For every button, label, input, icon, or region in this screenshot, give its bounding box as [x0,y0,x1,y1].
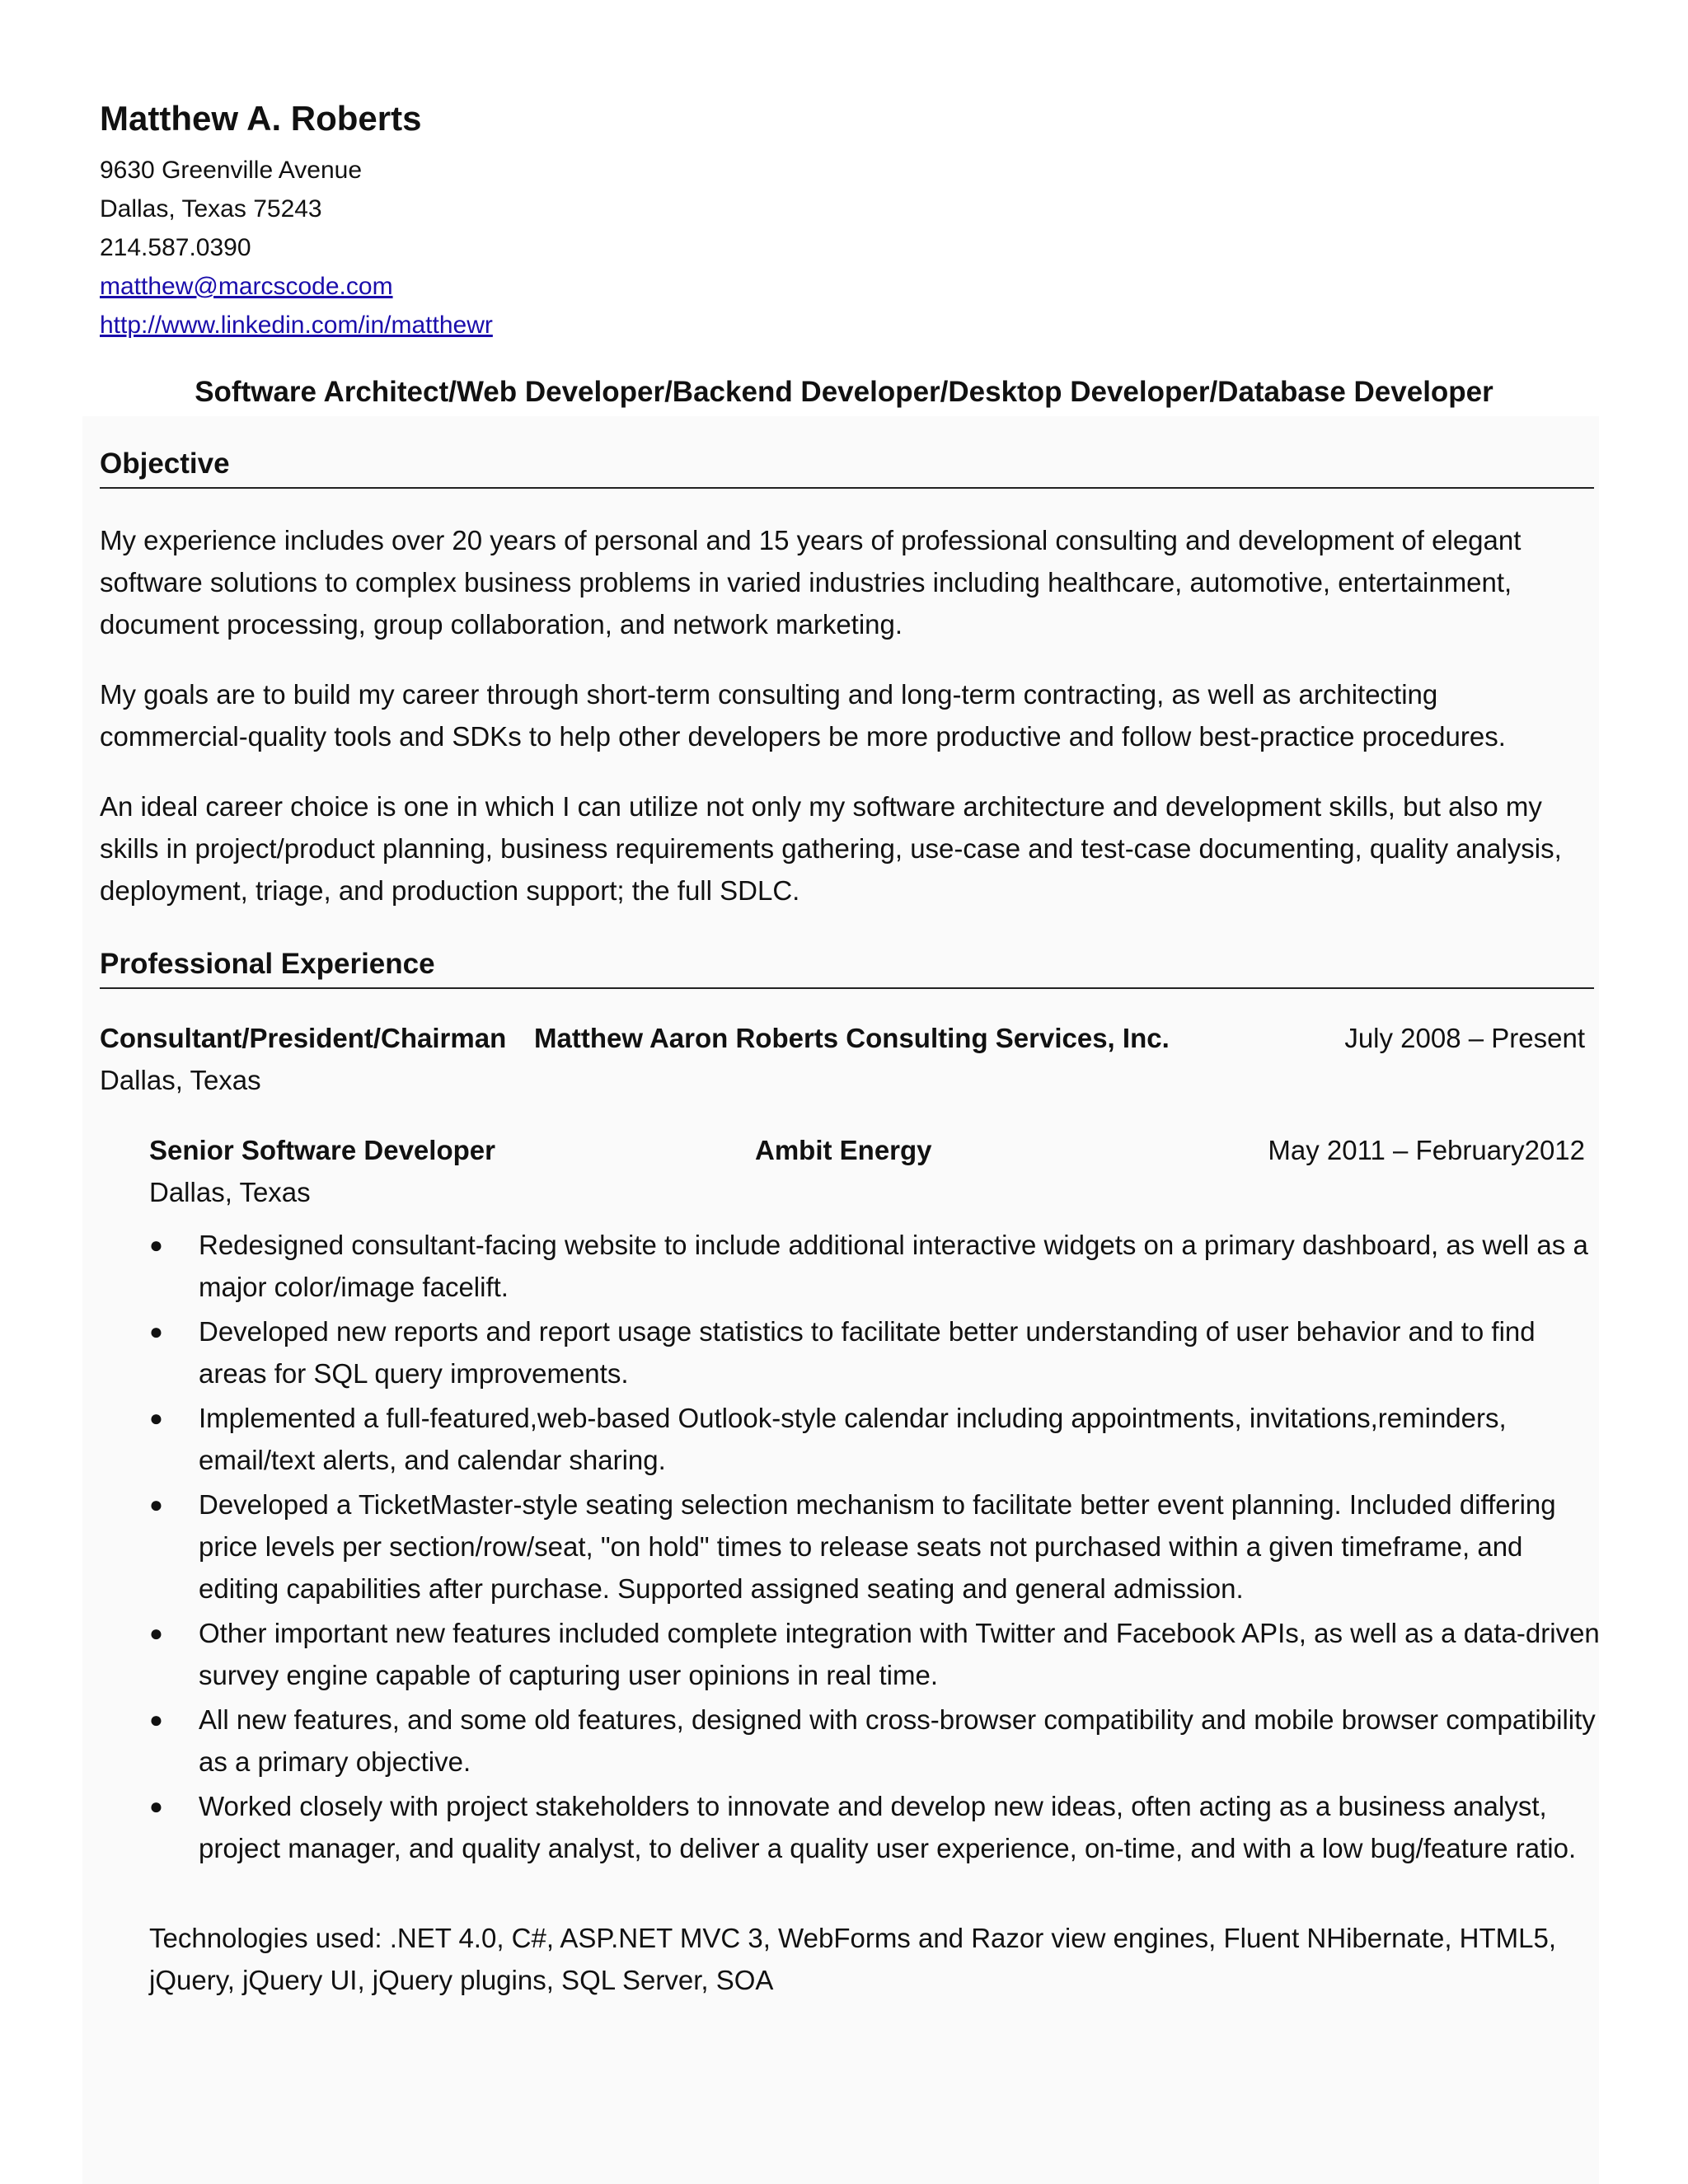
list-item: ● Developed a TicketMaster-style seating selection mechanism to facilitate better event planning. Included differing price levels per section/row/seat, "on hold" times to release seats not purchased within a given timeframe, and editing capabilities after purchase. Supported assigned seating and general admission. [149,1483,1600,1610]
sub-role-title: Senior Software Developer [149,1135,495,1165]
list-item: ● Other important new features included complete integration with Twitter and Facebook APIs, as well as a data-driven survey engine capable of capturing user opinions in real time. [149,1612,1600,1696]
phone-number: 214.587.0390 [100,234,251,261]
main-role-location: Dallas, Texas [100,1065,261,1095]
bullet-icon: ● [149,1492,163,1517]
main-role-dates: July 2008 – Present [1344,1023,1585,1053]
list-item: ● Implemented a full-featured,web-based Outlook-style calendar including appointments, invitations,reminders, email/text alerts, and calendar sharing. [149,1397,1600,1481]
bullet-icon: ● [149,1793,163,1819]
bullet-icon: ● [149,1707,163,1732]
sub-role-company: Ambit Energy [755,1135,932,1165]
candidate-name: Matthew A. Roberts [100,99,422,138]
list-item: ● Worked closely with project stakeholders to innovate and develop new ideas, often acting as a business analyst, project manager, and quality analyst, to deliver a quality user experience, on-time, and with a low bug/feature ratio. [149,1785,1600,1869]
experience-heading: Professional Experience [100,948,435,980]
responsibility-list [149,1224,1600,1872]
sub-role-location: Dallas, Texas [149,1177,311,1207]
city-state-zip: Dallas, Texas 75243 [100,195,322,223]
address-line: 9630 Greenville Avenue [100,157,363,184]
linkedin-link[interactable]: http://www.linkedin.com/in/matthewr [100,312,493,339]
experience-section-header [100,948,1594,989]
sub-role-dates: May 2011 – February2012 [1268,1135,1585,1165]
bullet-icon: ● [149,1620,163,1646]
objective-section-header [100,448,1594,489]
bullet-icon: ● [149,1405,163,1431]
professional-headline: Software Architect/Web Developer/Backend Developer/Desktop Developer/Database Developer [195,376,1493,408]
list-item: ● Redesigned consultant-facing website to include additional interactive widgets on a primary dashboard, as well as a major color/image facelift. [149,1224,1600,1308]
list-item: ● All new features, and some old features, designed with cross-browser compatibility and mobile browser compatibility as a primary objective. [149,1699,1600,1783]
objective-paragraph-3: An ideal career choice is one in which I can utilize not only my software architecture and development skills, but also my skills in project/product planning, business requirements gathering, use-case and test-case documenting, quality analysis, deployment, triage, and production support; the full SDLC. [100,791,1562,906]
email-link[interactable]: matthew@marcscode.com [100,273,393,300]
contact-block [100,151,493,344]
main-role-title: Consultant/President/Chairman [100,1023,507,1053]
bullet-icon: ● [149,1232,163,1258]
objective-heading: Objective [100,448,230,480]
technologies-used: Technologies used: .NET 4.0, C#, ASP.NET MVC 3, WebForms and Razor view engines, Fluent NHibernate, HTML5, jQuery, jQuery UI, jQuery plugins, SQL Server, SOA [149,1923,1557,1995]
list-item: ● Developed new reports and report usage statistics to facilitate better understanding of user behavior and to find areas for SQL query improvements. [149,1310,1600,1394]
objective-paragraph-1: My experience includes over 20 years of personal and 15 years of professional consulting and development of elegant software solutions to complex business problems in varied industries including healthcare, automotive, entertainment, document processing, group collaboration, and network marketing. [100,525,1522,640]
bullet-icon: ● [149,1319,163,1344]
main-role-company: Matthew Aaron Roberts Consulting Services, Inc. [534,1023,1170,1053]
objective-paragraph-2: My goals are to build my career through short-term consulting and long-term contracting, as well as architecting commercial-quality tools and SDKs to help other developers be more productive and follow best-practice procedures. [100,679,1506,752]
